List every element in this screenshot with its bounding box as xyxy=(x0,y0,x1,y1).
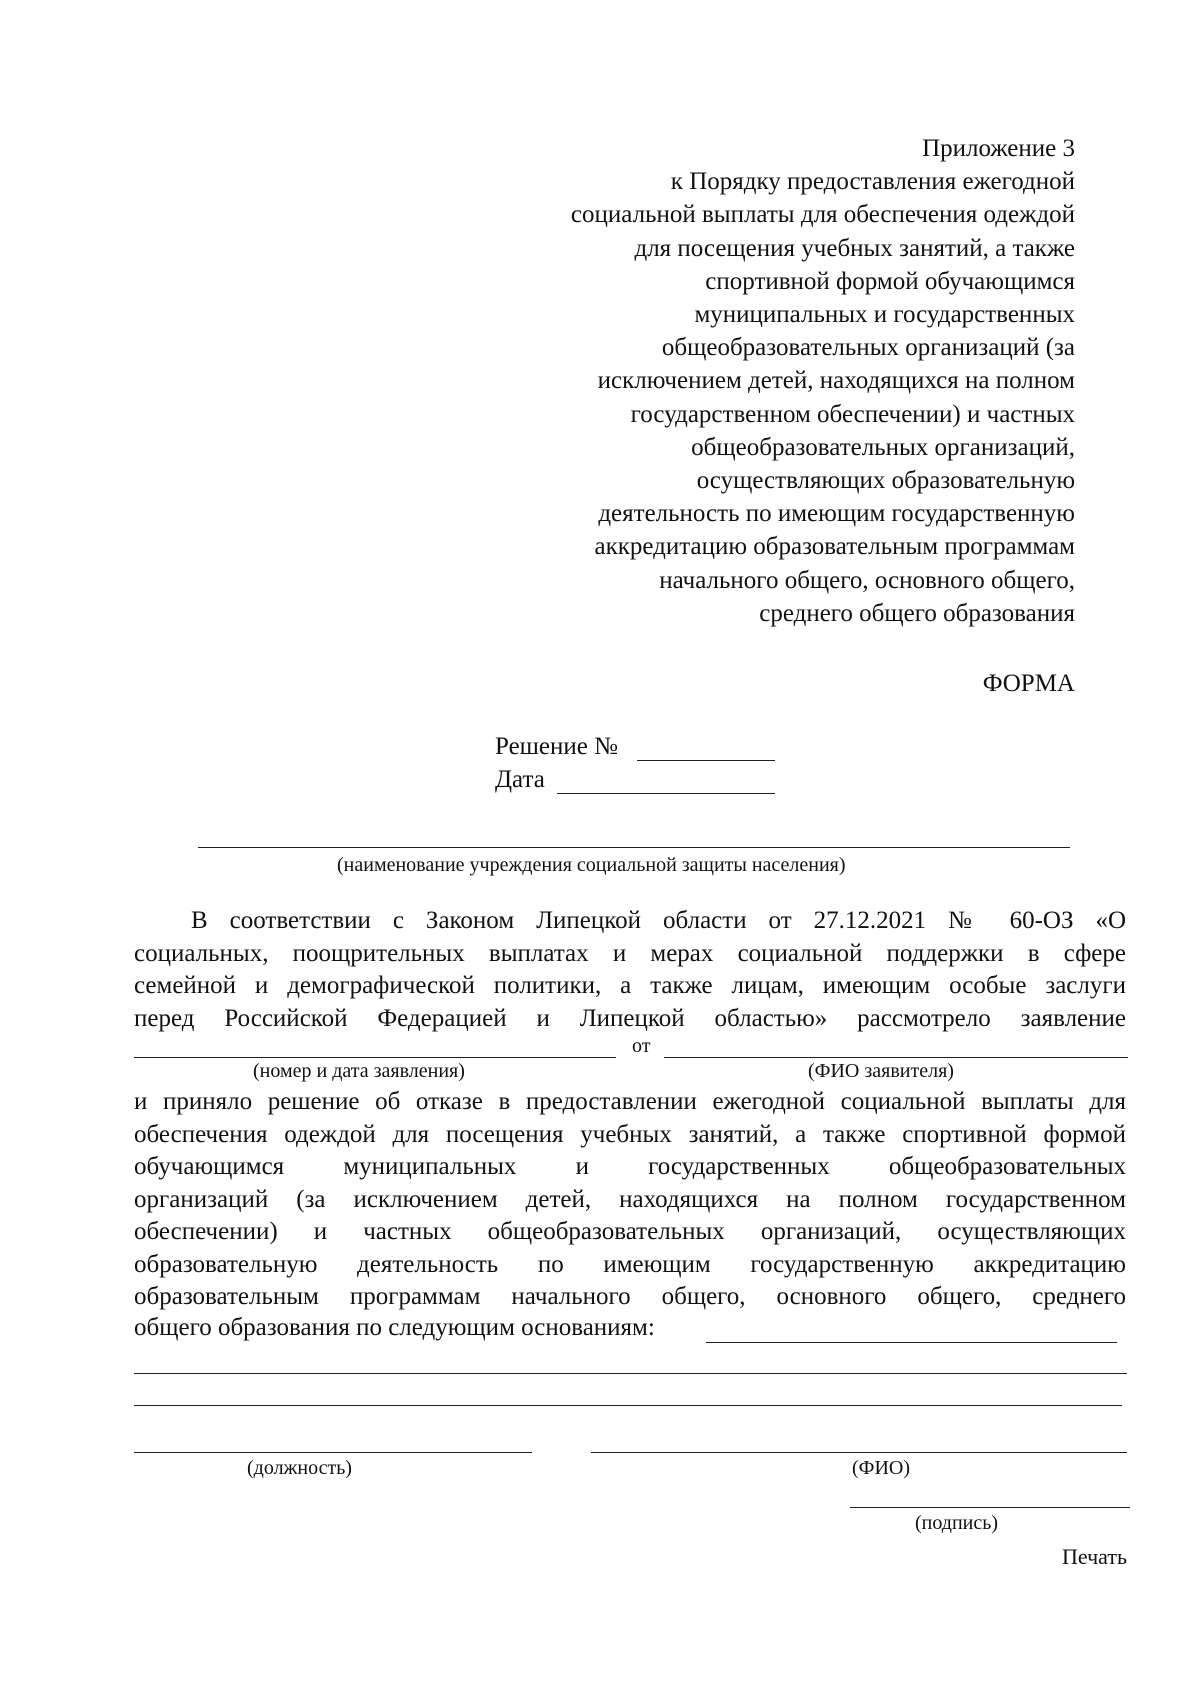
appendix-line: к Порядку предоставления ежегодной xyxy=(670,168,1075,196)
applicant-name-field[interactable] xyxy=(664,1057,1128,1058)
appendix-line: исключением детей, находящихся на полном xyxy=(597,367,1075,395)
applicant-caption: (ФИО заявителя) xyxy=(808,1060,954,1082)
body-decision-line: обеспечения одеждой для посещения учебных занятий, а также спортивной формой xyxy=(134,1120,1126,1148)
application-number-field[interactable] xyxy=(134,1057,616,1058)
body-decision-line: образовательным программам начального общего, основного общего, среднего xyxy=(134,1283,1126,1310)
signature-field[interactable] xyxy=(850,1507,1130,1508)
body-decision-line: организаций (за исключением детей, находящихся на полном государственном xyxy=(134,1185,1126,1213)
from-word: от xyxy=(632,1035,651,1057)
appendix-line: Приложение 3 xyxy=(922,135,1075,162)
body-decision-line: образовательную деятельность по имеющим государственную аккредитацию xyxy=(134,1250,1126,1278)
appendix-line: осуществляющих образовательную xyxy=(696,467,1075,495)
body-intro-line: перед Российской Федерацией и Липецкой областью» рассмотрело заявление xyxy=(134,1004,1126,1032)
appendix-line: аккредитацию образовательным программам xyxy=(594,533,1075,561)
appendix-line: социальной выплаты для обеспечения одеждой xyxy=(570,201,1075,229)
appendix-line: общеобразовательных организаций, xyxy=(691,433,1075,461)
appendix-line: спортивной формой обучающимся xyxy=(705,267,1075,295)
position-caption: (должность) xyxy=(247,1457,352,1479)
signature-caption: (подпись) xyxy=(915,1512,999,1534)
stamp-label: Печать xyxy=(1061,1544,1127,1569)
application-caption: (номер и дата заявления) xyxy=(253,1060,465,1082)
form-label: ФОРМА xyxy=(982,670,1075,697)
fio-caption: (ФИО) xyxy=(852,1457,911,1479)
institution-caption: (наименование учреждения социальной защиты населения) xyxy=(337,854,846,876)
grounds-line-3[interactable] xyxy=(134,1405,1122,1406)
appendix-line: начального общего, основного общего, xyxy=(659,566,1075,594)
appendix-line: муниципальных и государственных xyxy=(694,301,1075,329)
body-intro-line: В соответствии с Законом Липецкой области от 27.12.2021 № 60-ОЗ «О xyxy=(191,907,1126,934)
grounds-label: общего образования по следующим основаниям: xyxy=(134,1314,655,1341)
appendix-line: для посещения учебных занятий, а также xyxy=(634,234,1075,262)
fio-field[interactable] xyxy=(591,1452,1127,1453)
body-decision-line: обучающимся муниципальных и государственных общеобразовательных xyxy=(134,1153,1126,1180)
decision-number-label: Решение № xyxy=(495,733,618,760)
decision-number-field[interactable] xyxy=(637,760,775,761)
decision-date-label: Дата xyxy=(495,766,545,793)
body-decision-line: и приняло решение об отказе в предоставлении ежегодной социальной выплаты для xyxy=(134,1088,1126,1115)
body-intro-line: социальных, поощрительных выплатах и мерах социальной поддержки в сфере xyxy=(134,939,1126,967)
position-field[interactable] xyxy=(134,1452,532,1453)
body-intro-line: семейной и демографической политики, а также лицам, имеющим особые заслуги xyxy=(134,972,1126,999)
appendix-line: государственном обеспечении) и частных xyxy=(630,400,1075,428)
body-decision xyxy=(134,1086,1126,1314)
institution-name-field[interactable] xyxy=(198,847,1070,848)
body-intro xyxy=(134,905,1126,1035)
appendix-line: среднего общего образования xyxy=(759,599,1075,627)
appendix-header xyxy=(571,132,1075,630)
grounds-line-2[interactable] xyxy=(134,1373,1127,1374)
appendix-line: общеобразовательных организаций (за xyxy=(661,334,1075,362)
decision-date-field[interactable] xyxy=(557,793,775,794)
body-decision-line: обеспечении) и частных общеобразовательных организаций, осуществляющих xyxy=(134,1218,1126,1245)
grounds-field[interactable] xyxy=(706,1342,1117,1343)
appendix-line: деятельность по имеющим государственную xyxy=(598,500,1075,528)
